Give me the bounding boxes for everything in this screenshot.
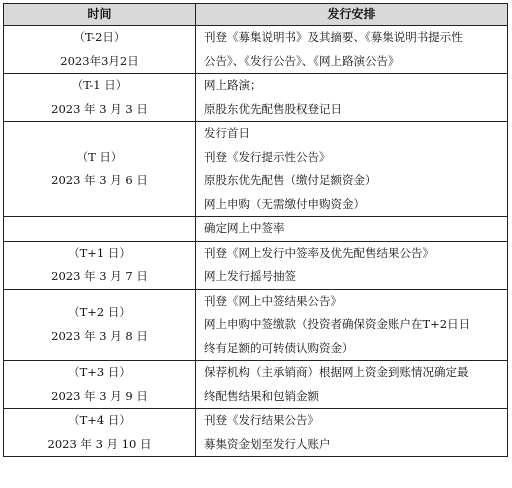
- calendar-date: 2023 年 3 月 6 日: [51, 173, 148, 187]
- date-cell: [4, 217, 196, 242]
- arrangement-cell: [196, 361, 508, 409]
- arrangement-line: 网上申购（无需缴付申购资金）: [204, 196, 365, 211]
- arrangement-line: 原股东优先配售（缴付足额资金）: [204, 173, 377, 187]
- trading-day-label: （T+3 日）: [68, 365, 131, 379]
- date-cell: [4, 409, 196, 457]
- arrangement-cell: [196, 409, 508, 457]
- calendar-date: 2023 年 3 月 9 日: [51, 388, 148, 403]
- arrangement-line: 刊登《网上中签结果公告》: [204, 293, 342, 308]
- header-time: 时间: [4, 4, 196, 26]
- date-cell: [4, 26, 196, 74]
- arrangement-line: 网上路演；: [204, 78, 262, 92]
- issuance-schedule-table: [3, 3, 508, 457]
- trading-day-label: （T 日）: [76, 149, 123, 164]
- table-row: [4, 122, 508, 217]
- table-row: [4, 409, 508, 457]
- date-cell: [4, 361, 196, 409]
- arrangement-line: 终配售结果和包销金额: [204, 388, 319, 403]
- arrangement-line: 发行首日: [204, 126, 250, 140]
- trading-day-label: （T-1 日）: [71, 78, 128, 92]
- arrangement-line: 保荐机构（主承销商）根据网上资金到账情况确定最: [204, 365, 469, 379]
- date-cell: [4, 289, 196, 361]
- table-row: [4, 74, 508, 122]
- arrangement-line: 原股东优先配售股权登记日: [204, 101, 342, 116]
- calendar-date: 2023 年 3 月 7 日: [51, 269, 148, 283]
- trading-day-label: （T-2日）: [73, 30, 126, 44]
- arrangement-line: 刊登《网上发行中签率及优先配售结果公告》: [204, 245, 434, 260]
- table-row: [4, 361, 508, 409]
- arrangement-cell: [196, 217, 508, 242]
- arrangement-line: 网上发行摇号抽签: [204, 269, 296, 283]
- arrangement-cell: [196, 122, 508, 217]
- arrangement-line: 刊登《募集说明书》及其摘要、《募集说明书提示性: [204, 30, 463, 44]
- date-cell: [4, 74, 196, 122]
- calendar-date: 2023 年 3 月 3 日: [51, 101, 148, 116]
- date-cell: [4, 122, 196, 217]
- arrangement-line: 网上申购中签缴款（投资者确保资金账户在T+2日日: [204, 317, 471, 331]
- arrangement-cell: [196, 289, 508, 361]
- trading-day-label: （T+1 日）: [68, 245, 131, 260]
- date-cell: [4, 241, 196, 289]
- arrangement-line: 公告》、《发行公告》、《网上路演公告》: [204, 53, 400, 68]
- arrangement-cell: [196, 74, 508, 122]
- table-row: [4, 289, 508, 361]
- trading-day-label: （T+2 日）: [68, 305, 131, 320]
- trading-day-label: （T+4 日）: [68, 413, 131, 427]
- table-row: [4, 217, 508, 242]
- table-row: [4, 241, 508, 289]
- header-arrangement: 发行安排: [196, 4, 508, 26]
- arrangement-cell: [196, 241, 508, 289]
- table-row: [4, 26, 508, 74]
- arrangement-line: 确定网上中签率: [204, 221, 285, 235]
- arrangement-line: 刊登《发行结果公告》: [204, 413, 319, 427]
- arrangement-line: 募集资金划至发行人账户: [204, 436, 331, 451]
- arrangement-cell: [196, 26, 508, 74]
- calendar-date: 2023 年 3 月 10 日: [47, 436, 152, 451]
- calendar-date: 2023年3月2日: [60, 53, 139, 68]
- calendar-date: 2023 年 3 月 8 日: [51, 328, 148, 343]
- arrangement-line: 终有足额的可转债认购资金）: [204, 340, 354, 355]
- header-row: [4, 4, 508, 26]
- arrangement-line: 刊登《发行提示性公告》: [204, 149, 331, 164]
